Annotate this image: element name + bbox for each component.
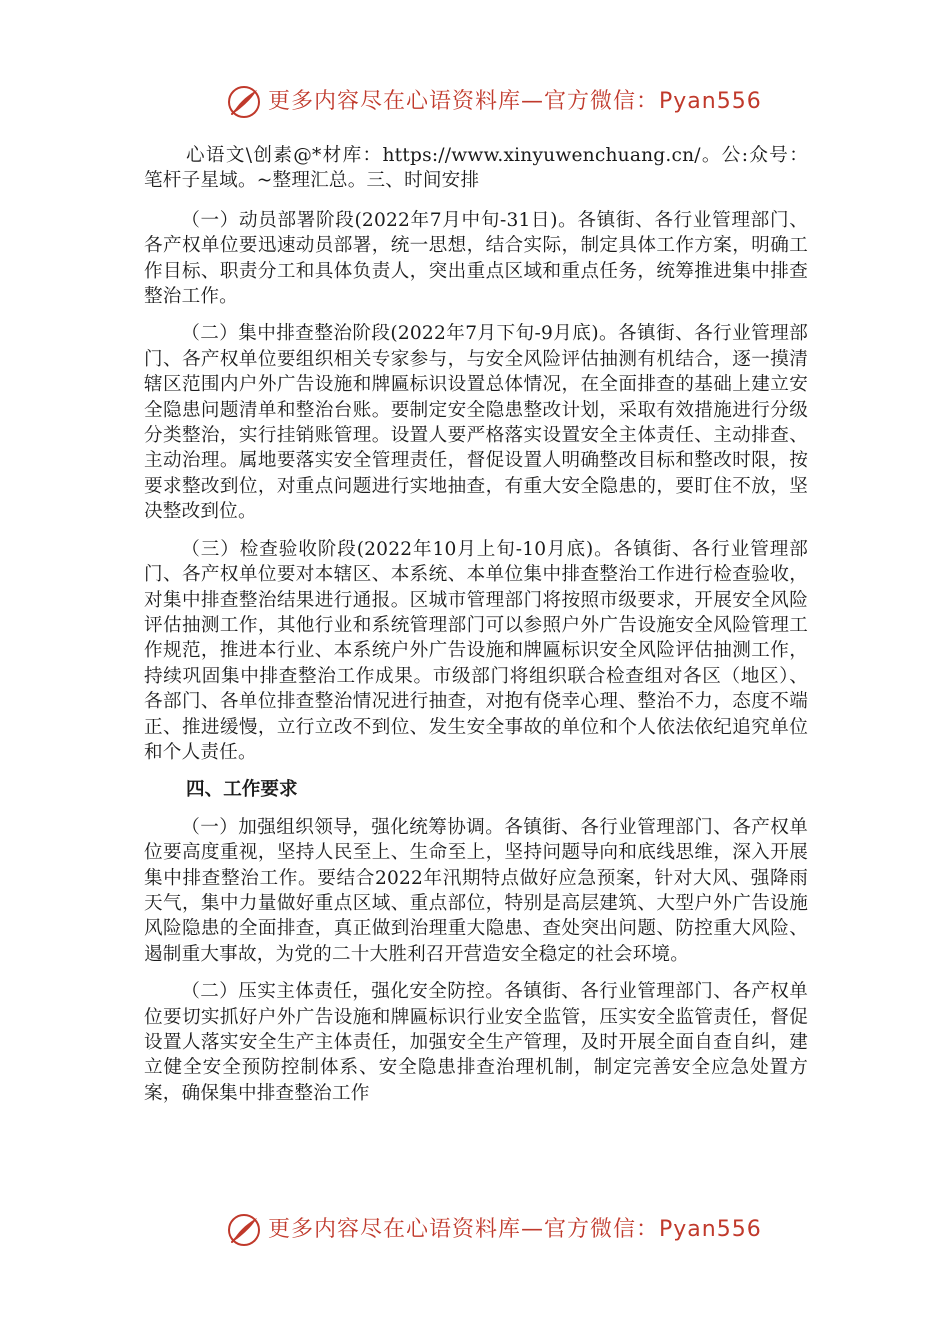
paragraph-mobilization-stage: （一）动员部署阶段(2022年7月中旬-31日)。各镇街、各行业管理部门、各产权单位要迅速动员部署，统一思想，结合实际，制定具体工作方案，明确工作目标、职责分工和具体负责人，突出重点区域和重点任务，统筹推进集中排查整治工作。 [144, 209, 808, 308]
quill-logo-icon [226, 1212, 262, 1248]
paragraph-inspection-stage: （三）检查验收阶段(2022年10月上旬-10月底)。各镇街、各行业管理部门、各产权单位要对本辖区、本系统、本单位集中排查整治工作进行检查验收，对集中排查整治结果进行通报。区城市管理部门将按照市级要求，开展安全风险评估抽测工作，其他行业和系统管理部门可以参照户外广告设施安全风险管理工作规范，推进本行业、本系统户外广告设施和牌匾标识安全风险评估抽测工作，持续巩固集中排查整治工作成果。市级部门将组织联合检查组对各区（地区）、各部门、各单位排查整治情况进行抽查，对抱有侥幸心理、整治不力，态度不端正、推进缓慢，立行立改不到位、发生安全事故的单位和个人依法依纪追究单位和个人责任。 [144, 538, 808, 763]
header-banner-text: 更多内容尽在心语资料库—官方微信：Pyan556 [268, 89, 762, 114]
intro-paragraph: 心语文\创素@*材库：https://www.xinyuwenchuang.cn/。公:众号：笔杆子星域。~整理汇总。三、时间安排 [144, 145, 808, 192]
footer-banner-text: 更多内容尽在心语资料库—官方微信：Pyan556 [268, 1217, 762, 1242]
paragraph-rectification-stage: （二）集中排查整治阶段(2022年7月下旬-9月底)。各镇街、各行业管理部门、各产权单位要组织相关专家参与，与安全风险评估抽测有机结合，逐一摸清辖区范围内户外广告设施和牌匾标识设置总体情况，在全面排查的基础上建立安全隐患问题清单和整治台账。要制定安全隐患整改计划，采取有效措施进行分级分类整治，实行挂销账管理。设置人要严格落实设置安全主体责任、主动排查、主动治理。属地要落实安全管理责任，督促设置人明确整改目标和整改时限，按要求整改到位，对重点问题进行实地抽查，有重大安全隐患的，要盯住不放，坚决整改到位。 [144, 323, 808, 523]
quill-logo-icon [226, 84, 262, 120]
paragraph-responsibility: （二）压实主体责任，强化安全防控。各镇街、各行业管理部门、各产权单位要切实抓好户外广告设施和牌匾标识行业安全监管，压实安全监管责任，督促设置人落实安全生产主体责任，加强安全生产管理，及时开展全面自查自纠，建立健全安全预防控制体系、安全隐患排查治理机制，制定完善安全应急处置方案，确保集中排查整治工作 [144, 981, 808, 1104]
section-heading-work-requirements: 四、工作要求 [186, 779, 298, 801]
document-body [144, 143, 808, 1118]
header-banner [0, 80, 950, 124]
paragraph-leadership: （一）加强组织领导，强化统筹协调。各镇街、各行业管理部门、各产权单位要高度重视，坚持人民至上、生命至上，坚持问题导向和底线思维，深入开展集中排查整治工作。要结合2022年汛期特点做好应急预案，针对大风、强降雨天气，集中力量做好重点区域、重点部位，特别是高层建筑、大型户外广告设施风险隐患的全面排查，真正做到治理重大隐患、查处突出问题、防控重大风险、遏制重大事故，为党的二十大胜利召开营造安全稳定的社会环境。 [144, 816, 808, 965]
footer-banner [0, 1208, 950, 1252]
